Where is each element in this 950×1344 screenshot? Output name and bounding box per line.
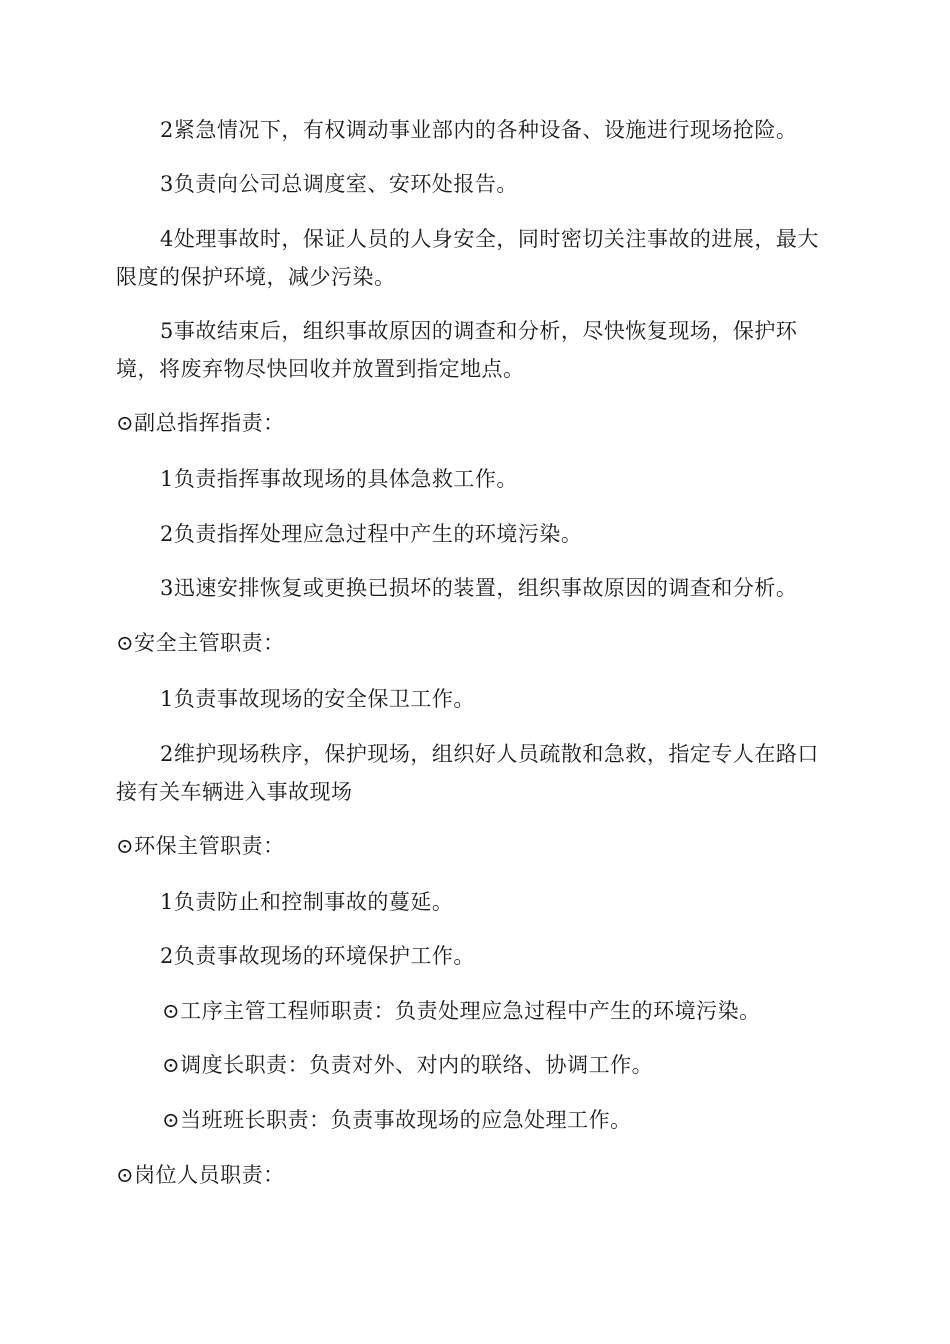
paragraph-environment-2: 2负责事故现场的环境保护工作。 (160, 944, 475, 968)
heading-environment-supervisor: ⊙环保主管职责： (116, 834, 285, 858)
heading-safety-supervisor: ⊙安全主管职责： (116, 631, 285, 655)
paragraph-report-dispatch: 3负责向公司总调度室、安环处报告。 (160, 172, 518, 196)
paragraph-post-accident: 5事故结束后，组织事故原因的调查和分析，尽快恢复现场，保护环境，将废弃物尽快回收并放置到指定地点。 (116, 319, 798, 381)
paragraph-dispatch-chief: ⊙调度长职责：负责对外、对内的联络、协调工作。 (162, 1053, 654, 1077)
paragraph-process-engineer: ⊙工序主管工程师职责：负责处理应急过程中产生的环境污染。 (162, 999, 761, 1023)
paragraph-shift-leader: ⊙当班班长职责：负责事故现场的应急处理工作。 (162, 1108, 632, 1132)
paragraph-deputy-2: 2负责指挥处理应急过程中产生的环境污染。 (160, 522, 583, 546)
paragraph-environment-1: 1负责防止和控制事故的蔓延。 (160, 890, 454, 914)
paragraph-safety-2: 2维护现场秩序，保护现场，组织好人员疏散和急救，指定专人在路口接有关车辆进入事故现场 (116, 742, 819, 804)
paragraph-personnel-safety: 4处理事故时，保证人员的人身安全，同时密切关注事故的进展，最大限度的保护环境，减少污染。 (116, 227, 819, 289)
paragraph-deputy-3: 3迅速安排恢复或更换已损坏的装置，组织事故原因的调查和分析。 (160, 576, 798, 600)
paragraph-emergency-equipment: 2紧急情况下，有权调动事业部内的各种设备、设施进行现场抢险。 (160, 118, 798, 142)
heading-post-personnel: ⊙岗位人员职责： (116, 1163, 285, 1187)
paragraph-safety-1: 1负责事故现场的安全保卫工作。 (160, 687, 475, 711)
paragraph-deputy-1: 1负责指挥事故现场的具体急救工作。 (160, 467, 518, 491)
heading-deputy-commander: ⊙副总指挥指责： (116, 411, 285, 435)
